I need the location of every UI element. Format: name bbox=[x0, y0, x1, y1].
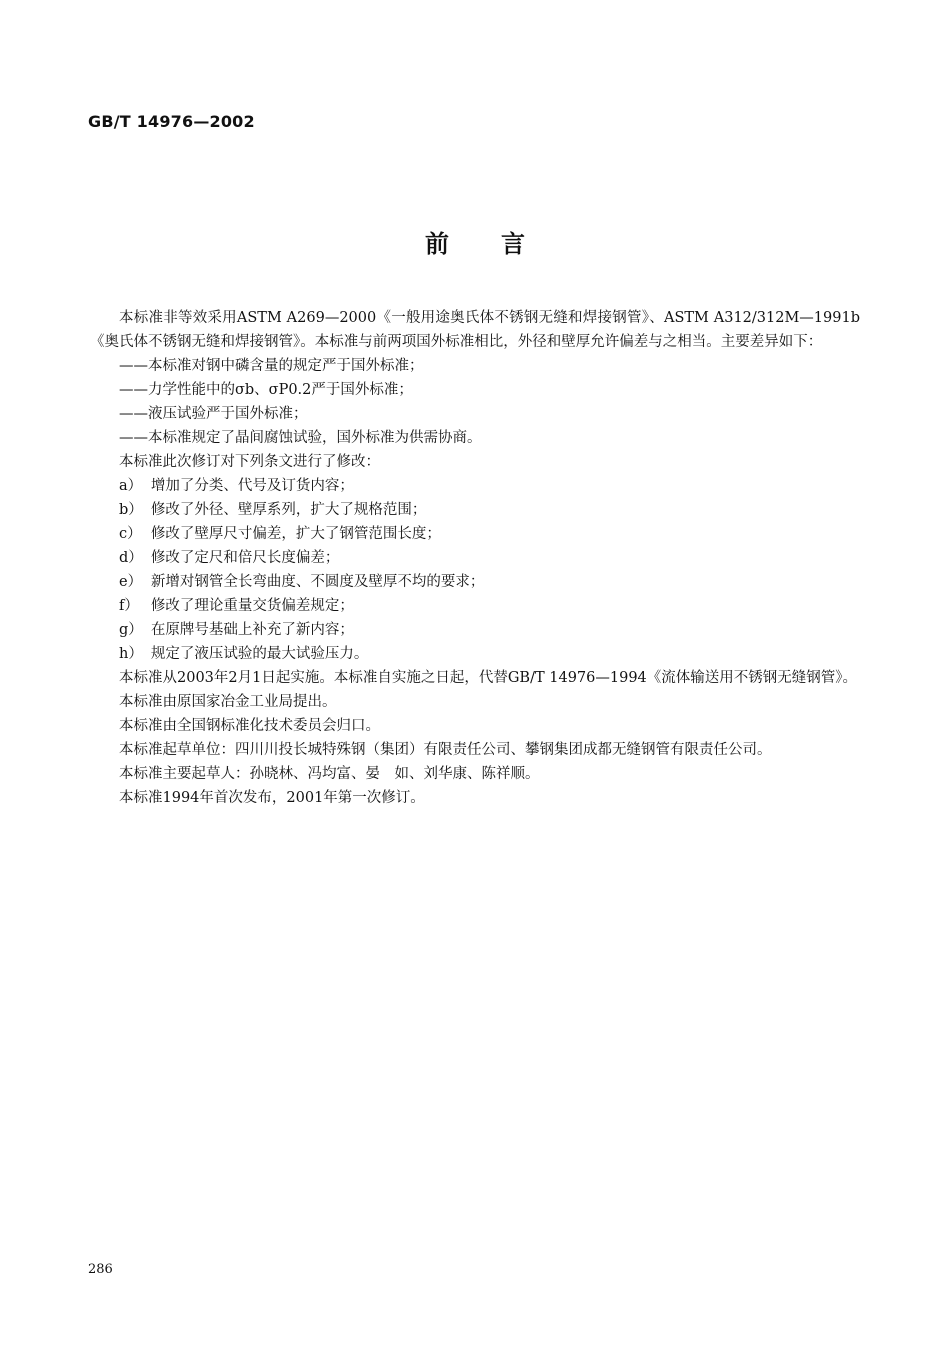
revision-marker: d） bbox=[119, 550, 143, 566]
committee-paragraph: 本标准由全国钢标准化技术委员会归口。 bbox=[119, 718, 380, 734]
revision-marker: h） bbox=[119, 646, 143, 662]
revision-text: 在原牌号基础上补充了新内容； bbox=[150, 622, 354, 638]
revision-item bbox=[90, 498, 860, 522]
revision-text: 规定了液压试验的最大试验压力。 bbox=[150, 646, 369, 662]
revision-item bbox=[90, 474, 860, 498]
revision-marker: g） bbox=[119, 622, 143, 638]
revision-item bbox=[90, 522, 860, 546]
revision-text: 修改了外径、壁厚系列，扩大了规格范围； bbox=[150, 502, 427, 518]
revision-item bbox=[90, 570, 860, 594]
revision-marker: a） bbox=[119, 478, 143, 494]
revision-item bbox=[90, 642, 860, 666]
drafting-units-paragraph: 本标准起草单位：四川川投长城特殊钢（集团）有限责任公司、攀钢集团成都无缝钢管有限责任公司。 bbox=[119, 742, 772, 758]
revision-item bbox=[90, 618, 860, 642]
proposer-paragraph: 本标准由原国家冶金工业局提出。 bbox=[119, 694, 337, 710]
standard-code: GB/T 14976—2002 bbox=[88, 112, 255, 131]
difference-item: ——液压试验严于国外标准； bbox=[119, 406, 308, 422]
revision-marker: b） bbox=[119, 502, 143, 518]
difference-item: ——本标准对钢中磷含量的规定严于国外标准； bbox=[119, 358, 424, 374]
implementation-paragraph: 本标准从2003年2月1日起实施。本标准自实施之日起，代替GB/T 14976—1994《流体输送用不锈钢无缝钢管》。 bbox=[119, 670, 858, 686]
revision-marker: f） bbox=[119, 598, 139, 614]
revision-text: 新增对钢管全长弯曲度、不圆度及壁厚不均的要求； bbox=[150, 574, 485, 590]
revision-text: 增加了分类、代号及订货内容； bbox=[150, 478, 354, 494]
document-body bbox=[90, 306, 860, 810]
revision-text: 修改了壁厚尺寸偏差，扩大了钢管范围长度； bbox=[150, 526, 441, 542]
drafters-paragraph: 本标准主要起草人：孙晓林、冯均富、晏 如、刘华康、陈祥顺。 bbox=[119, 766, 540, 782]
revision-lead: 本标准此次修订对下列条文进行了修改： bbox=[119, 454, 380, 470]
revision-text: 修改了理论重量交货偏差规定； bbox=[150, 598, 354, 614]
page-title: 前言 bbox=[425, 229, 577, 258]
revision-text: 修改了定尺和倍尺长度偏差； bbox=[150, 550, 340, 566]
difference-item: ——力学性能中的σb、σP0.2严于国外标准； bbox=[119, 382, 413, 398]
revision-marker: c） bbox=[119, 526, 142, 542]
intro-paragraph: 本标准非等效采用ASTM A269—2000《一般用途奥氏体不锈钢无缝和焊接钢管》、ASTM A312/312M—1991b《奥氏体不锈钢无缝和焊接钢管》。本标准与前两项国外标准相比，外径和壁厚允许偏差与之相当。主要差异如下： bbox=[90, 310, 860, 350]
revision-item bbox=[90, 594, 860, 618]
revision-marker: e） bbox=[119, 574, 143, 590]
revision-item bbox=[90, 546, 860, 570]
page-number: 286 bbox=[88, 1262, 113, 1277]
difference-item: ——本标准规定了晶间腐蚀试验，国外标准为供需协商。 bbox=[119, 430, 482, 446]
history-paragraph: 本标准1994年首次发布，2001年第一次修订。 bbox=[119, 790, 425, 806]
